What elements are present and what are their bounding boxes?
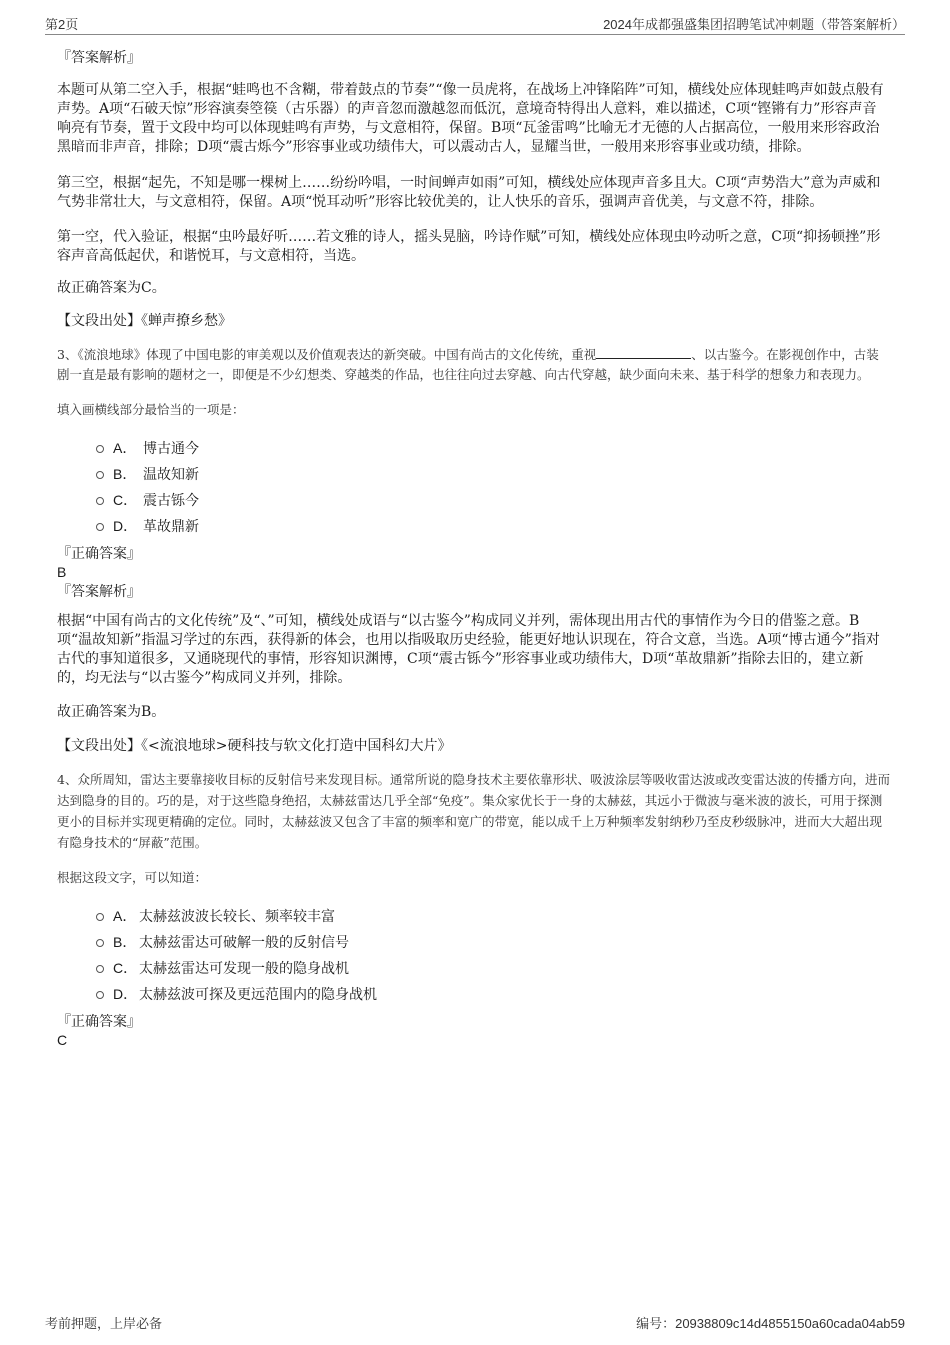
- q3-option-a[interactable]: A． 博古通今: [57, 435, 890, 461]
- q4-options: [57, 903, 890, 1007]
- q2-analysis-paragraph-3: 第一空，代入验证，根据“虫吟最好听……若文雅的诗人，摇头晃脑，吟诗作赋”可知，横线处应体现虫吟动听之意，C项“抑扬顿挫”形容声音高低起伏，和谐悦耳，与文意相符，当选。: [57, 229, 881, 264]
- q3-answer: B: [57, 564, 67, 580]
- q3-prompt: 填入画横线部分最恰当的一项是：: [57, 402, 245, 417]
- page-footer: [45, 1313, 905, 1331]
- document-code: 编号：20938809c14d4855150a60cada04ab59: [636, 1316, 905, 1331]
- q4-answer-label: 『正确答案』: [57, 1014, 141, 1030]
- q3-option-c[interactable]: C． 震古铄今: [57, 487, 890, 513]
- q4-option-c[interactable]: C． 太赫兹雷达可发现一般的隐身战机: [57, 955, 890, 981]
- q3-stem: 3、《流浪地球》体现了中国电影的审美观以及价值观表达的新突破。中国有尚古的文化传统，重视 、以古鉴今。在影视创作中，古装剧一直是最有影响的题材之一，即便是不少幻想类、穿越类的作品，也往往向过去穿越、向古代穿越，缺少面向未来、基于科学的想象力和表现力。: [57, 347, 879, 382]
- q4-option-a[interactable]: A． 太赫兹波波长较长、频率较丰富: [57, 903, 890, 929]
- page-number: 第2页: [45, 17, 79, 32]
- radio-icon[interactable]: [96, 471, 104, 479]
- q4-stem: 4、众所周知，雷达主要靠接收目标的反射信号来发现目标。通常所说的隐身技术主要依靠形状、吸波涂层等吸收雷达波或改变雷达波的传播方向，进而达到隐身的目的。巧的是，对于这些隐身绝招，太赫兹雷达几乎全部“免疫”。集众家优长于一身的太赫兹，其远小于微波与毫米波的波长，可用于探测更小的目标并实现更精确的定位。同时，太赫兹波又包含了丰富的频率和宽广的带宽，能以成千上万种频率发射纳秒乃至皮秒级脉冲，进而大大超出现有隐身技术的“屏蔽”范围。: [57, 772, 890, 850]
- q4-answer: C: [57, 1032, 68, 1048]
- q2-analysis-paragraph-1: 本题可从第二空入手，根据“蛙鸣也不含糊，带着鼓点的节奏”“像一员虎将，在战场上冲锋陷阵”可知，横线处应体现蛙鸣声如鼓点般有声势。A项“石破天惊”形容演奏箜篌（古乐器）的声音忽而激越忽而低沉，意境奇特得出人意料，难以描述，C项“铿锵有力”形容声音响亮有节奏，置于文段中均可以体现蛙鸣有声势，与文意相符，保留。B项“瓦釜雷鸣”比喻无才无德的人占据高位，一般用来形容政治黑暗而非声音，排除；D项“震古烁今”形容事业或功绩伟大，可以震动古人，显耀当世，一般用来形容事业或功绩，排除。: [57, 82, 884, 155]
- q3-analysis-label: 『答案解析』: [57, 584, 141, 600]
- radio-icon[interactable]: [96, 965, 104, 973]
- radio-icon[interactable]: [96, 991, 104, 999]
- radio-icon[interactable]: [96, 939, 104, 947]
- q2-conclusion: 故正确答案为C。: [57, 280, 166, 296]
- document-title: 2024年成都强盛集团招聘笔试冲刺题（带答案解析）: [603, 17, 905, 32]
- q3-options: [57, 435, 890, 539]
- radio-icon[interactable]: [96, 497, 104, 505]
- radio-icon[interactable]: [96, 523, 104, 531]
- q2-analysis-label: 『答案解析』: [57, 50, 141, 66]
- page-content: [57, 48, 890, 1049]
- q3-answer-label: 『正确答案』: [57, 546, 141, 562]
- q2-analysis-paragraph-2: 第三空，根据“起先，不知是哪一棵树上……纷纷吟唱，一时间蝉声如雨”可知，横线处应体现声音多且大。C项“声势浩大”意为声威和气势非常壮大，与文意相符，保留。A项“悦耳动听”形容比较优美的，让人快乐的音乐，强调声音优美，与文意不符，排除。: [57, 175, 881, 210]
- radio-icon[interactable]: [96, 445, 104, 453]
- fill-blank: [596, 346, 691, 359]
- radio-icon[interactable]: [96, 913, 104, 921]
- footer-slogan: 考前押题，上岸必备: [45, 1316, 163, 1331]
- q2-source: 【文段出处】《蝉声撩乡愁》: [57, 313, 232, 329]
- q3-analysis: 根据“中国有尚古的文化传统”及“、”可知，横线处成语与“以古鉴今”构成同义并列，需体现出用古代的事情作为今日的借鉴之意。B项“温故知新”指温习学过的东西，获得新的体会，也用以指吸取历史经验，能更好地认识现在，符合文意，当选。A项“博古通今”指对古代的事知道很多，又通晓现代的事情，形容知识渊博，C项“震古铄今”形容事业或功绩伟大，D项“革故鼎新”指除去旧的，建立新的，均无法与“以古鉴今”构成同义并列，排除。: [57, 613, 880, 686]
- q4-prompt: 根据这段文字，可以知道：: [57, 870, 208, 885]
- q3-conclusion: 故正确答案为B。: [57, 704, 166, 720]
- q3-option-d[interactable]: D． 革故鼎新: [57, 513, 890, 539]
- q4-option-b[interactable]: B． 太赫兹雷达可破解一般的反射信号: [57, 929, 890, 955]
- page-header: [45, 14, 905, 35]
- q3-option-b[interactable]: B． 温故知新: [57, 461, 890, 487]
- q4-option-d[interactable]: D． 太赫兹波可探及更远范围内的隐身战机: [57, 981, 890, 1007]
- q3-source: 【文段出处】《<流浪地球>硬科技与软文化打造中国科幻大片》: [57, 738, 452, 754]
